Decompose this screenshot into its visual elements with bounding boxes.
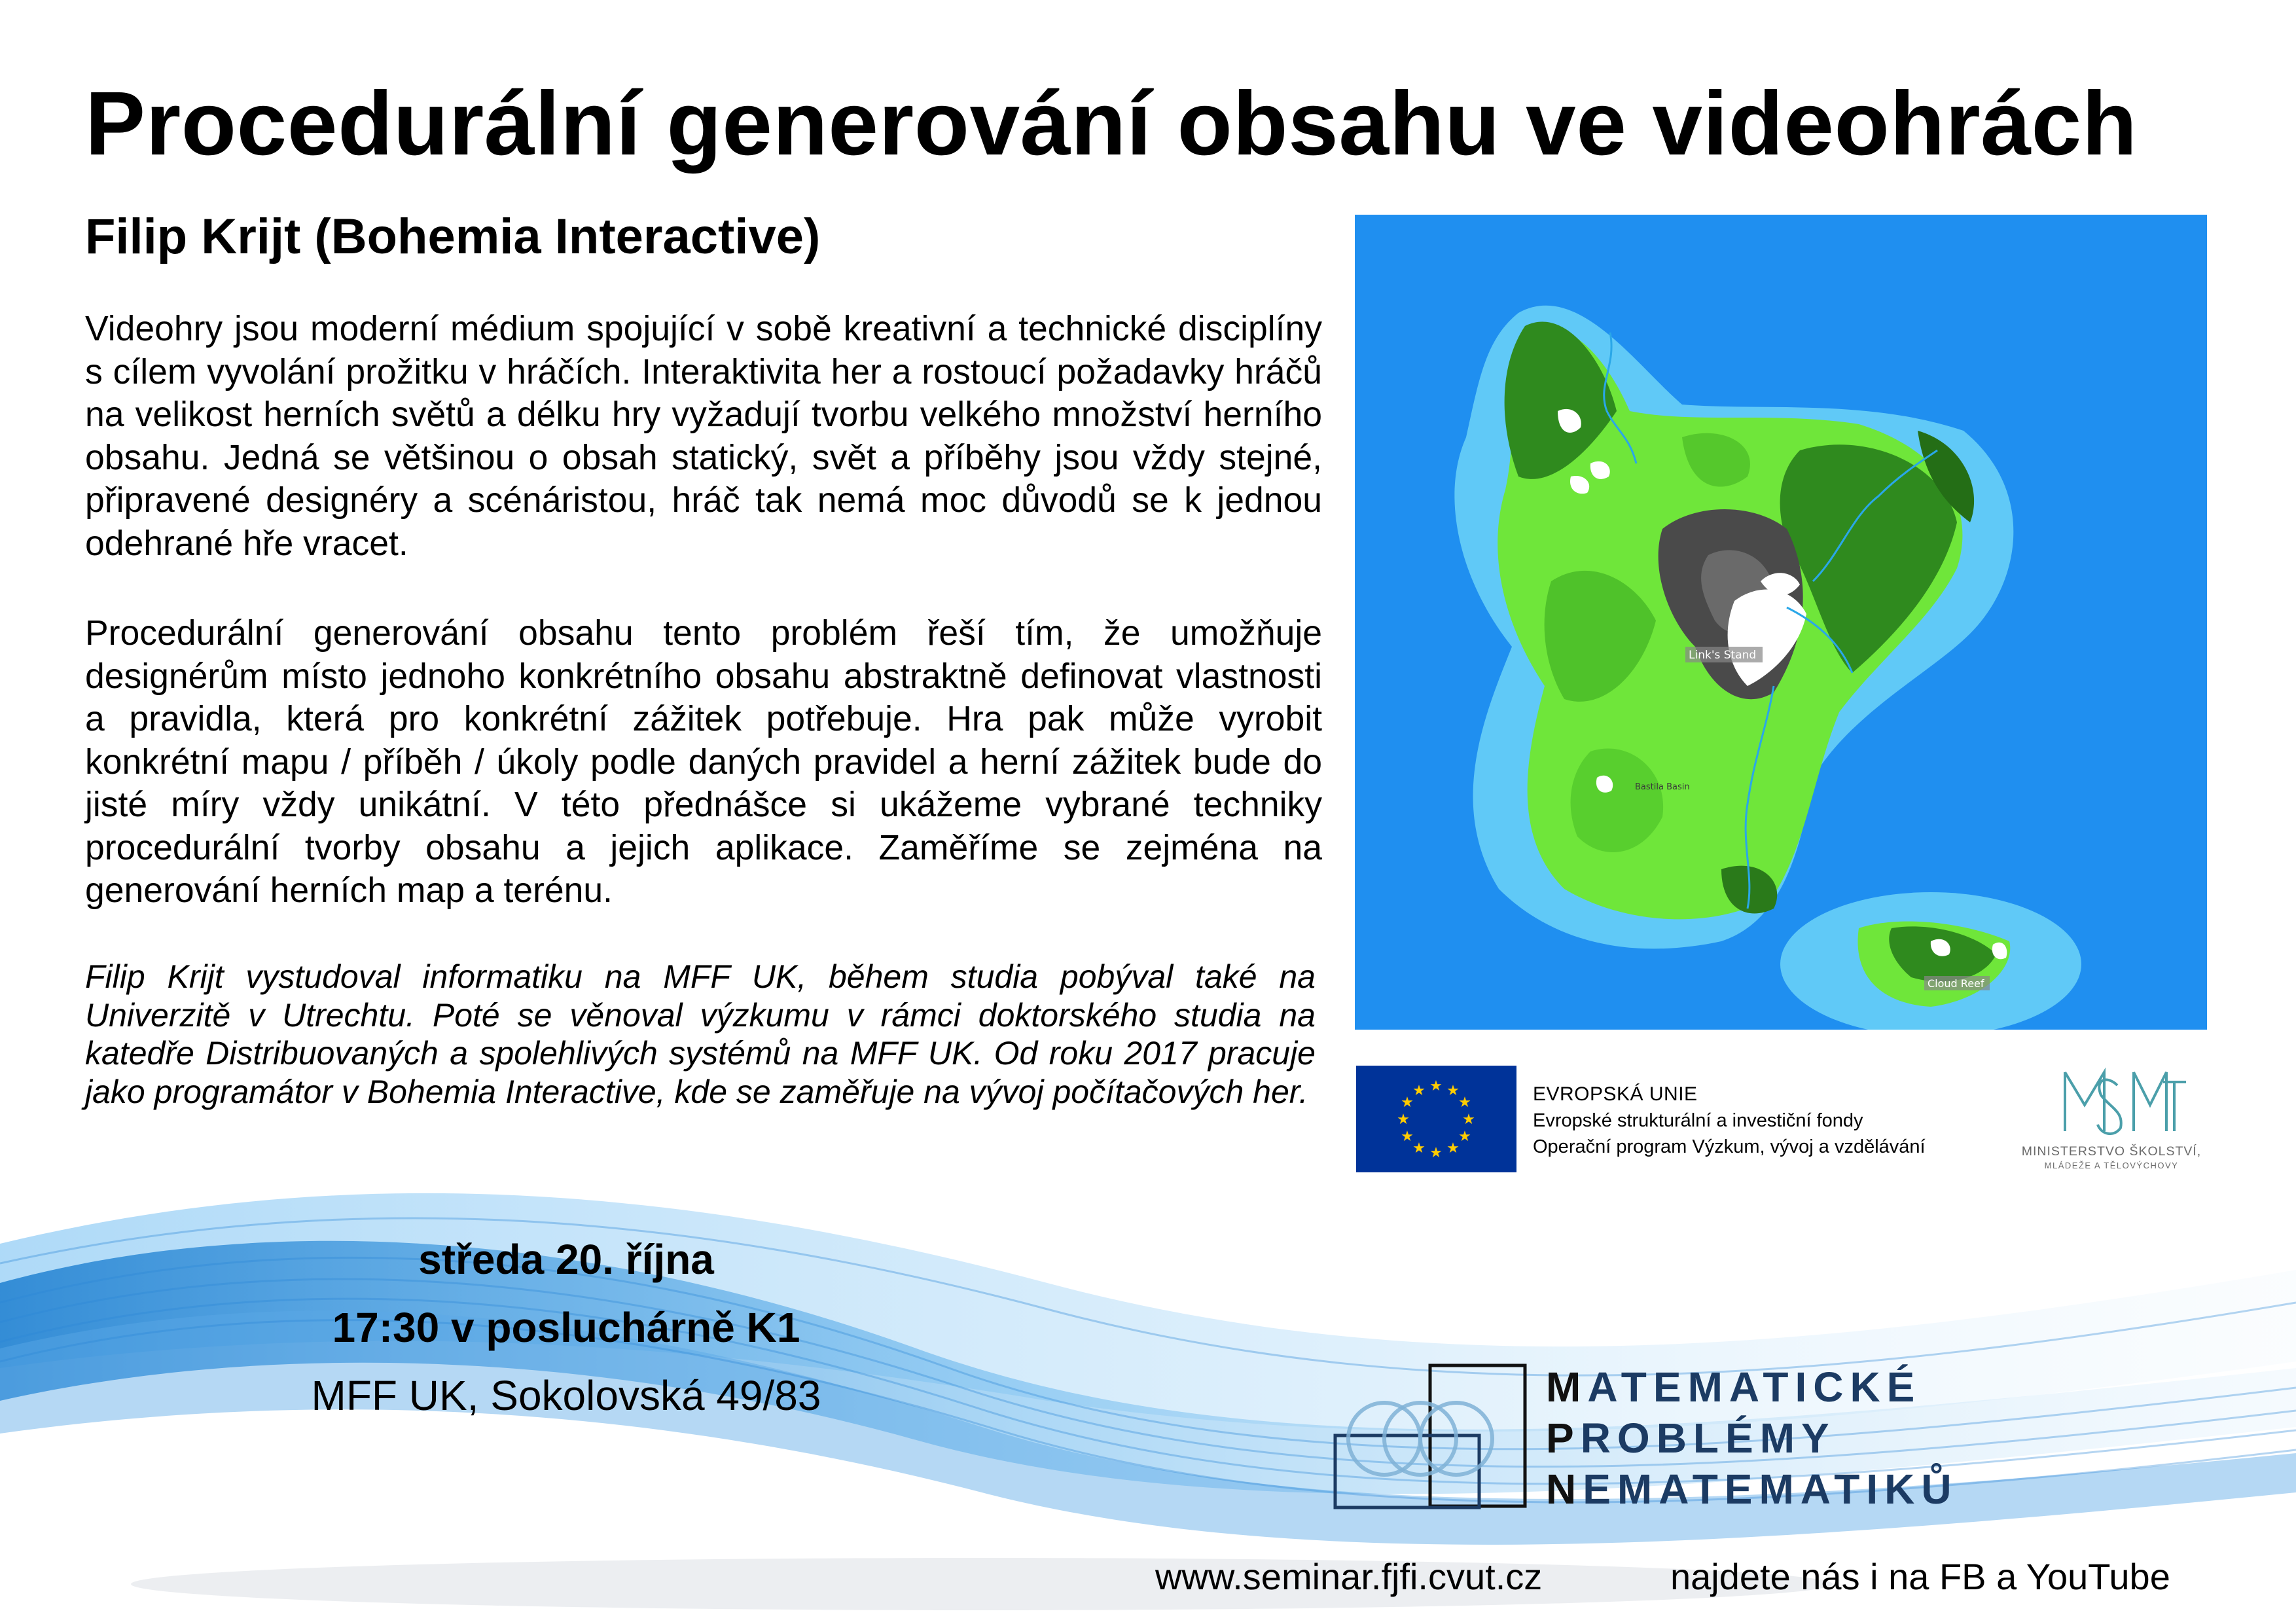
map-label-links-stand: Link's Stand bbox=[1689, 649, 1757, 662]
eu-funding-text bbox=[1533, 1081, 1926, 1160]
website-link[interactable]: www.seminar.fjfi.cvut.cz bbox=[1155, 1556, 1543, 1597]
seminar-logo-icon bbox=[1332, 1363, 1528, 1511]
msmt-caption bbox=[2007, 1144, 2216, 1173]
event-date: středa 20. října bbox=[418, 1236, 714, 1283]
svg-text:★: ★ bbox=[1397, 1111, 1410, 1128]
event-address: MFF UK, Sokolovská 49/83 bbox=[311, 1372, 821, 1419]
eu-title: EVROPSKÁ UNIE bbox=[1533, 1083, 1698, 1105]
svg-text:★: ★ bbox=[1401, 1094, 1414, 1111]
svg-text:★: ★ bbox=[1429, 1078, 1443, 1094]
seminar-word-1: ATEMATICKÉ bbox=[1587, 1363, 1922, 1411]
svg-text:★: ★ bbox=[1412, 1140, 1426, 1157]
seminar-name bbox=[1546, 1362, 1958, 1515]
svg-text:★: ★ bbox=[1401, 1128, 1414, 1145]
poster-title: Procedurální generování obsahu ve videohrách bbox=[85, 73, 2138, 174]
seminar-letter-m: M bbox=[1546, 1363, 1588, 1411]
event-time-place: 17:30 v posluchárně K1 bbox=[332, 1304, 800, 1351]
msmt-line-2: MLÁDEŽE A TĚLOVÝCHOVY bbox=[2044, 1161, 2179, 1170]
abstract-paragraph-1: Videohry jsou moderní médium spojující v sobě kreativní a technické disciplíny s cílem vyvolání prožitku v hráčích. Interaktivita her a rostoucí požadavky hráčů na velikost herních světů a délku hry vyžadují tvorbu velkého množství herního obsahu. Jedná se většinou o obsah statický, svět a příběhy jsou vždy stejné, připravené designéry a scénáristou, hráč tak nemá moc důvodů se k jednou odehrané hře vracet. bbox=[85, 310, 1322, 563]
seminar-letter-n: N bbox=[1546, 1466, 1583, 1513]
speaker-name: Filip Krijt (Bohemia Interactive) bbox=[85, 209, 821, 264]
map-label-cloud-reef: Cloud Reef bbox=[1928, 977, 1984, 990]
svg-text:★: ★ bbox=[1412, 1083, 1426, 1099]
svg-text:★: ★ bbox=[1458, 1128, 1471, 1145]
svg-text:★: ★ bbox=[1458, 1094, 1471, 1111]
social-media-note: najdete nás i na FB a YouTube bbox=[1670, 1556, 2170, 1597]
event-info bbox=[196, 1225, 936, 1430]
msmt-line-1: MINISTERSTVO ŠKOLSTVÍ, bbox=[2021, 1144, 2202, 1159]
svg-text:★: ★ bbox=[1446, 1140, 1460, 1157]
eu-program-line: Operační program Výzkum, vývoj a vzdělávání bbox=[1533, 1136, 1926, 1157]
svg-text:★: ★ bbox=[1462, 1111, 1475, 1128]
speaker-bio: Filip Krijt vystudoval informatiku na MFF UK, během studia pobýval také na Univerzitě v Utrechtu. Poté se věnoval výzkumu v rámci doktorského studia na katedře Distribuovaných a spolehlivých systémů na MFF UK. Od roku 2017 pracuje jako programátor v Bohemia Interactive, kde se zaměřuje na vývoj počítačových her. bbox=[85, 958, 1316, 1110]
seminar-letter-p: P bbox=[1546, 1415, 1581, 1462]
map-label-bastila-basin: Bastila Basin bbox=[1635, 782, 1690, 792]
svg-text:★: ★ bbox=[1429, 1145, 1443, 1161]
eu-flag-logo bbox=[1356, 1066, 1516, 1172]
seminar-word-3: EMATEMATIKŮ bbox=[1583, 1466, 1958, 1513]
svg-text:★: ★ bbox=[1446, 1083, 1460, 1099]
seminar-word-2: ROBLÉMY bbox=[1580, 1415, 1836, 1462]
eu-funds-line: Evropské strukturální a investiční fondy bbox=[1533, 1110, 1863, 1131]
abstract-paragraph-2: Procedurální generování obsahu tento problém řeší tím, že umožňuje designérům místo jednoho konkrétního obsahu abstraktně definovat vlastnosti a pravidla, která pro konkrétní zážitek potřebuje. Hra pak může vyrobit konkrétní mapu / příběh / úkoly podle daných pravidel a herní zážitek bude do jisté míry vždy unikátní. V této přednášce si ukážeme vybrané techniky procedurální tvorby obsahu a jejich aplikace. Zaměříme se zejména na generování herních map a terénu. bbox=[85, 614, 1322, 910]
procedural-map-image bbox=[1355, 215, 2207, 1030]
